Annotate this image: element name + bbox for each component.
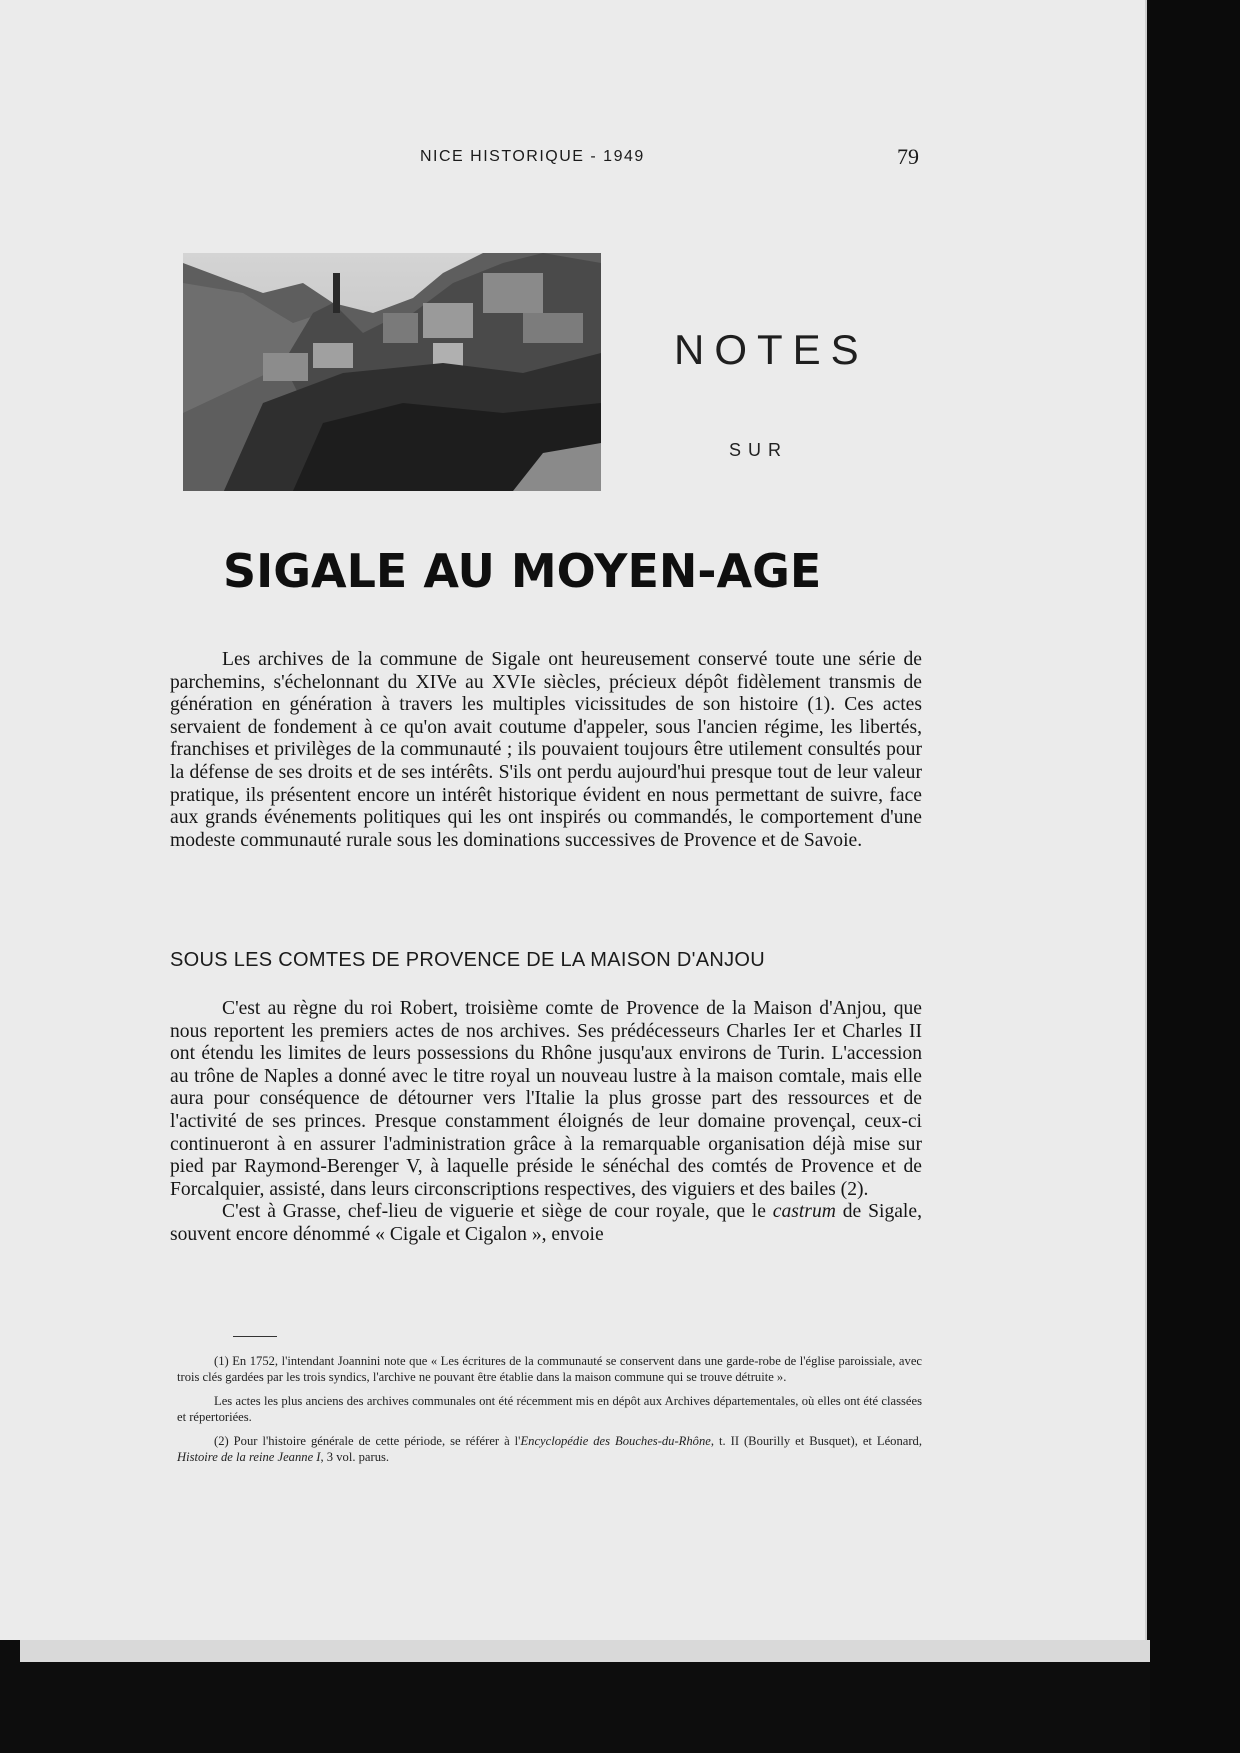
footnotes [177, 1353, 922, 1473]
footnote-2 [177, 1433, 922, 1465]
footnote-1: (1) En 1752, l'intendant Joannini note que « Les écritures de la communauté se conservent dans une garde-robe de l'église paroissiale, avec trois clés gardées par les trois syndics, l'archive ne pouvant être établie dans la maison commune qui se trouve détruite ». [177, 1354, 922, 1384]
footnote-rule [233, 1336, 277, 1337]
village-photo [183, 253, 601, 491]
paragraph-2-start: C'est à Grasse, chef-lieu de viguerie et siège de cour royale, que le [222, 1201, 766, 1223]
page-number: 79 [897, 144, 919, 169]
castrum-term: castrum [772, 1201, 836, 1223]
footnote-2-italic-2: Histoire de la reine Jeanne I [177, 1450, 321, 1464]
footnote-2-italic-1: Encyclopédie des Bouches-du-Rhône [520, 1434, 711, 1448]
section-text [170, 998, 922, 1247]
intro-text [170, 649, 922, 852]
sur-heading: SUR [729, 440, 789, 460]
paragraph-2-end: de Sigale, souvent encore dénommé « Cigale et Cigalon », envoie [170, 1201, 922, 1245]
running-head: NICE HISTORIQUE - 1949 [420, 148, 645, 165]
intro-paragraph: Les archives de la commune de Sigale ont heureusement conservé toute une série de parchemins, s'échelonnant du XIVe au XVIe siècles, précieux dépôt fidèlement transmis de génération en génération à travers les multiples vicissitudes de son histoire (1). Ces actes servaient de fondement à ce qu'on avait coutume d'appeler, sous l'ancien régime, les libertés, franchises et privilèges de la communauté ; ils pouvaient toujours être utilement consultés pour la défense de ses droits et de ses intérêts. S'ils ont perdu aujourd'hui presque tout de leur valeur pratique, ils présentent encore un intérêt historique évident en nous permettant de suivre, face aux grands événements politiques qui les ont inspirés ou commandés, le comportement d'une modeste communauté rurale sous les dominations successives de Provence et de Savoie. [170, 649, 922, 851]
footnote-2-a: (2) Pour l'histoire générale de cette période, se référer à l' [214, 1434, 521, 1448]
footnote-1b: Les actes les plus anciens des archives communales ont été récemment mis en dépôt aux Archives départementales, où elles ont été classées et répertoriées. [177, 1394, 922, 1424]
notes-heading: NOTES [674, 326, 869, 373]
scan-background-right [1150, 0, 1240, 1753]
section-paragraph-2 [170, 1201, 922, 1246]
footnote-2-b: , t. II (Bourilly et Busquet), et Léonard, [710, 1434, 922, 1448]
main-title: SIGALE AU MOYEN-AGE [223, 544, 822, 598]
footnote-2-c: , 3 vol. parus. [320, 1450, 390, 1464]
scan-page-edge [20, 1640, 1150, 1662]
section-heading: SOUS LES COMTES DE PROVENCE DE LA MAISON D'ANJOU [170, 949, 766, 971]
section-paragraph-1: C'est au règne du roi Robert, troisième comte de Provence de la Maison d'Anjou, que nous reportent les premiers actes de nos archives. Ses prédécesseurs Charles Ier et Charles II ont étendu les limites de leurs possessions du Rhône jusqu'aux environs de Turin. L'accession au trône de Naples a donné avec le titre royal un nouveau lustre à la maison comtale, mais elle aura pour conséquence de détourner vers l'Italie la plus grosse part des ressources et de l'activité de ses princes. Presque constamment éloignés de leur domaine provençal, ceux-ci continueront à en assurer l'administration grâce à la remarquable organisation déjà mise sur pied par Raymond-Berenger V, à laquelle préside le sénéchal des comtés de Provence et de Forcalquier, assisté, dans leurs circonscriptions respectives, des viguiers et des bailes (2). [170, 998, 922, 1200]
